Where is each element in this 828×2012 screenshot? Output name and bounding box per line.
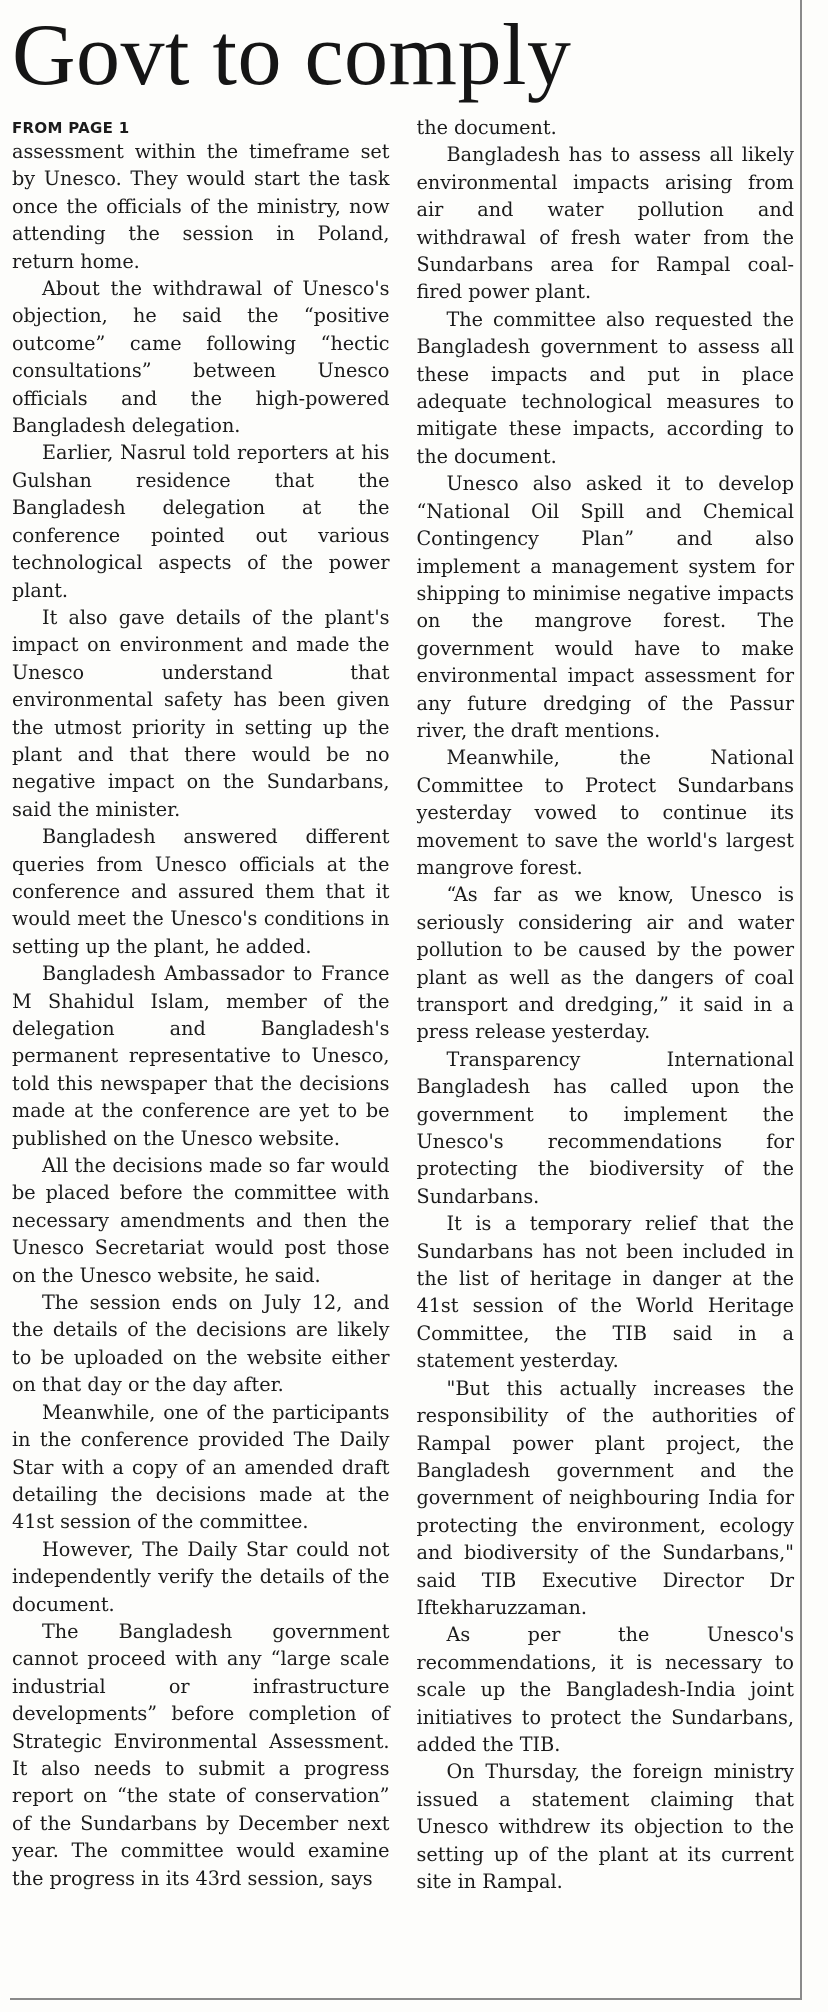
body-paragraph: About the withdrawal of Unesco's objection, he said the “positive outcome” came following “hectic consultations” between Unesco officials and the high-powered Bangladesh delegation. bbox=[12, 277, 390, 438]
body-paragraph: Transparency International Bangladesh has called upon the government to implement the Unesco's recommendations for protecting the biodiversity of the Sundarbans. bbox=[416, 1047, 794, 1208]
body-paragraph: The committee also requested the Bangladesh government to assess all these impacts and put in place adequate technological measures to mitigate these impacts, according to the document. bbox=[416, 307, 794, 468]
body-paragraph: All the decisions made so far would be placed before the committee with necessary amendments and then the Unesco Secretariat would post those on the Unesco website, he said. bbox=[12, 1154, 390, 1287]
body-paragraph: "But this actually increases the responsibility of the authorities of Rampal power plant project, the Bangladesh government and the government of neighbouring India for protecting the environment, ecology and biodiversity of the Sundarbans," said TIB Executive Director Dr Iftekharuzzaman. bbox=[416, 1376, 794, 1619]
article-body bbox=[12, 114, 794, 1999]
bottom-rule bbox=[10, 1998, 800, 2000]
body-paragraph: Earlier, Nasrul told reporters at his Gulshan residence that the Bangladesh delegation at the conference pointed out various technological aspects of the power plant. bbox=[12, 441, 390, 602]
right-column bbox=[417, 114, 795, 1999]
body-paragraph: the document. bbox=[416, 116, 557, 139]
body-paragraph: Unesco also asked it to develop “National Oil Spill and Chemical Contingency Plan” and also implement a management system for shipping to minimise negative impacts on the mangrove forest. The government would have to make environmental impact assessment for any future dredging of the Passur river, the draft mentions. bbox=[416, 472, 794, 742]
body-paragraph: Bangladesh Ambassador to France M Shahidul Islam, member of the delegation and Bangladesh's permanent representative to Unesco, told this newspaper that the decisions made at the conference are yet to be published on the Unesco website. bbox=[12, 962, 390, 1150]
body-paragraph: However, The Daily Star could not independently verify the details of the document. bbox=[12, 1537, 390, 1616]
body-paragraph: The session ends on July 12, and the details of the decisions are likely to be uploaded on the website either on that day or the day after. bbox=[12, 1291, 390, 1397]
body-paragraph: Meanwhile, one of the participants in the conference provided The Daily Star with a copy of an amended draft detailing the decisions made at the 41st session of the committee. bbox=[12, 1400, 390, 1534]
body-paragraph: Bangladesh has to assess all likely environmental impacts arising from air and water pollution and withdrawal of fresh water from the Sundarbans area for Rampal coal-fired power plant. bbox=[416, 143, 794, 304]
body-paragraph: Bangladesh answered different queries from Unesco officials at the conference and assured them that it would meet the Unesco's conditions in setting up the plant, he added. bbox=[12, 825, 390, 958]
body-paragraph: It is a temporary relief that the Sundarbans has not been included in the list of heritage in danger at the 41st session of the World Heritage Committee, the TIB said in a statement yesterday. bbox=[416, 1212, 794, 1373]
left-column bbox=[12, 114, 390, 1999]
body-paragraph: As per the Unesco's recommendations, it is necessary to scale up the Bangladesh-India joint initiatives to protect the Sundarbans, added the TIB. bbox=[416, 1623, 794, 1756]
body-paragraph: It also gave details of the plant's impact on environment and made the Unesco understand that environmental safety has been given the utmost priority in setting up the plant and that there would be no negative impact on the Sundarbans, said the minister. bbox=[12, 605, 390, 821]
continuation-kicker: FROM PAGE 1 bbox=[12, 119, 130, 137]
body-paragraph: assessment within the timeframe set by Unesco. They would start the task once the officials of the ministry, now attending the session in Poland, return home. bbox=[12, 140, 390, 273]
body-paragraph: Meanwhile, the National Committee to Protect Sundarbans yesterday vowed to continue its movement to save the world's largest mangrove forest. bbox=[416, 746, 794, 879]
body-paragraph: “As far as we know, Unesco is seriously considering air and water pollution to be caused by the power plant as well as the dangers of coal transport and dredging,” it said in a press release yesterday. bbox=[416, 883, 794, 1044]
body-paragraph: On Thursday, the foreign ministry issued a statement claiming that Unesco withdrew its objection to the setting up of the plant at its current site in Rampal. bbox=[416, 1760, 794, 1893]
headline: Govt to comply bbox=[12, 7, 572, 104]
body-paragraph: The Bangladesh government cannot proceed with any “large scale industrial or infrastructure developments” before completion of Strategic Environmental Assessment. It also needs to submit a progress report on “the state of conservation” of the Sundarbans by December next year. The committee would examine the progress in its 43rd session, says bbox=[12, 1619, 390, 1890]
